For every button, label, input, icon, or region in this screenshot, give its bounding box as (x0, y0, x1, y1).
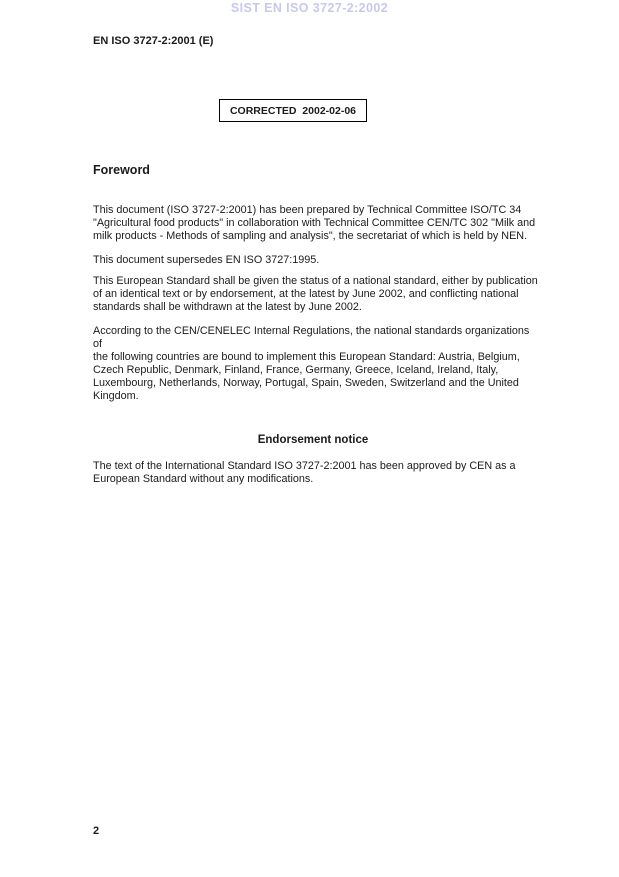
corrected-stamp-label: CORRECTED 2002-02-06 (229, 104, 357, 117)
foreword-paragraph-4: According to the CEN/CENELEC Internal Regulations, the national standards organizations of the following countries are bound to implement this European Standard: Austria, Belgium, Czech Republic, Denmark, Finland, France, Germany, Greece, Iceland, Ireland, Italy, Luxembourg, Netherlands, Norway, Portugal, Spain, Sweden, Switzerland and the United Kingdom. (93, 325, 530, 402)
watermark-header: SIST EN ISO 3727-2:2002 (230, 1, 389, 15)
foreword-paragraph-2: This document supersedes EN ISO 3727:1995. (93, 254, 320, 266)
endorsement-paragraph: The text of the International Standard ISO 3727-2:2001 has been approved by CEN as a European Standard without any modifications. (93, 460, 516, 485)
foreword-paragraph-1: This document (ISO 3727-2:2001) has been prepared by Technical Committee ISO/TC 34 "Agricultural food products" in collaboration with Technical Committee CEN/TC 302 "Milk and milk products - Methods of sampling and analysis", the secretariat of which is held by NEN. (93, 204, 536, 242)
endorsement-notice-heading: Endorsement notice (257, 434, 369, 446)
foreword-heading: Foreword (93, 163, 150, 177)
corrected-stamp-box (219, 99, 367, 122)
foreword-paragraph-3: This European Standard shall be given the status of a national standard, either by publication of an identical text or by endorsement, at the latest by June 2002, and conflicting national standards shall be withdrawn at the latest by June 2002. (93, 275, 538, 313)
page-number: 2 (93, 825, 100, 837)
document-id: EN ISO 3727-2:2001 (E) (93, 35, 214, 47)
